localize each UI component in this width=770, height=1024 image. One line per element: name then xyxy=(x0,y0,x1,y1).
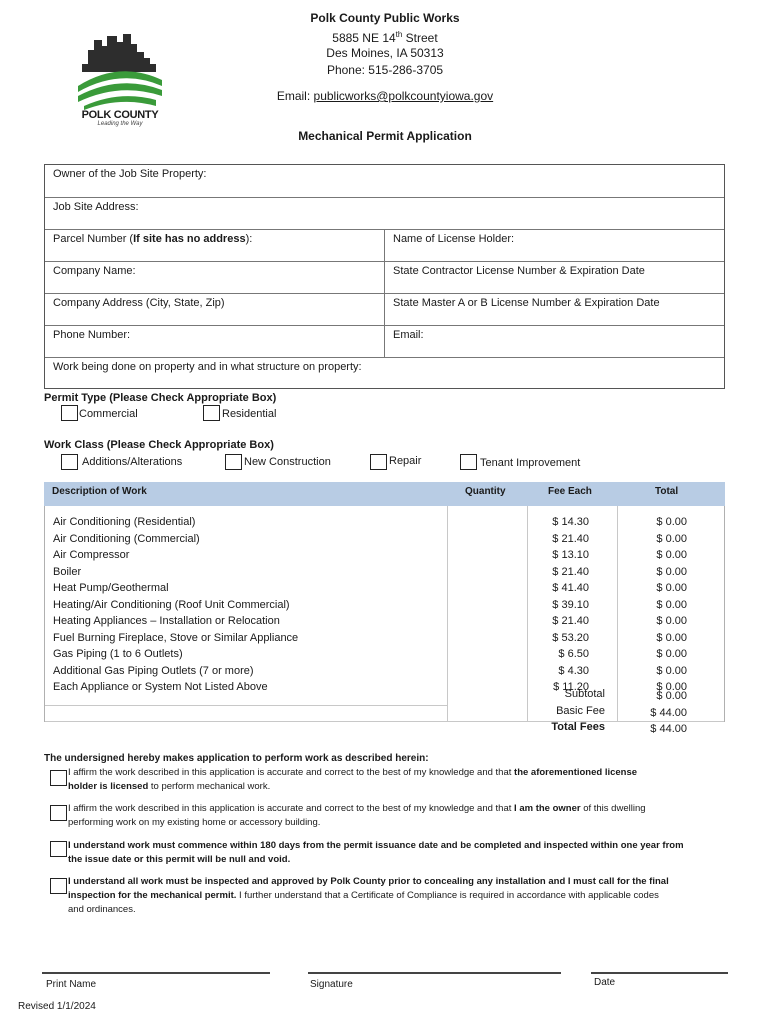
state-contractor-field[interactable]: State Contractor License Number & Expiration Date xyxy=(384,262,726,293)
subtotal-value: $ 0.00 xyxy=(656,690,687,702)
fee-item-total: $ 0.00 xyxy=(656,648,687,660)
signature-line[interactable] xyxy=(308,972,561,974)
fee-item-description: Fuel Burning Fireplace, Stove or Similar Appliance xyxy=(53,631,299,644)
email-link[interactable]: publicworks@polkcountyiowa.gov xyxy=(313,89,494,103)
repair-label: Repair xyxy=(389,455,422,467)
total-fees-value: $ 44.00 xyxy=(650,723,687,735)
email-line: Email: publicworks@polkcountyiowa.gov xyxy=(276,89,494,103)
fee-item-fee-each: $ 14.30 xyxy=(552,516,589,528)
state-master-field[interactable]: State Master A or B License Number & Expiration Date xyxy=(384,294,726,325)
fee-item-total: $ 0.00 xyxy=(656,532,687,545)
fee-item-total: $ 0.00 xyxy=(656,565,687,578)
tenant-improvement-checkbox[interactable] xyxy=(460,454,477,470)
address-label: Job Site Address: xyxy=(53,201,139,213)
fee-item-fee-each: $ 13.10 xyxy=(552,549,589,561)
print-name-line[interactable] xyxy=(42,972,270,974)
agency-name: Polk County Public Works xyxy=(310,11,460,25)
fee-item-description: Boiler xyxy=(53,565,82,578)
basic-fee-label: Basic Fee xyxy=(556,705,605,717)
commercial-checkbox[interactable] xyxy=(61,405,78,421)
applicant-info-form xyxy=(44,164,725,389)
street-address: 5885 NE 14th Street xyxy=(332,30,438,45)
fee-item-fee-each: $ 21.40 xyxy=(552,615,589,627)
fee-item-total: $ 0.00 xyxy=(656,598,687,611)
signature-label: Signature xyxy=(310,979,353,990)
logo-name: POLK COUNTY xyxy=(81,109,159,121)
license-holder-field[interactable]: Name of License Holder: xyxy=(384,230,726,261)
declaration-license-checkbox[interactable] xyxy=(50,770,67,786)
declaration-inspection-text: I understand all work must be inspected and approved by Polk County prior to concealing any installation and I must call for the final inspection for the mechanical permit. I further understand that a Certificate of Compliance is required in accordance with applicable codes and ordinances. xyxy=(68,876,669,915)
basic-fee-value: $ 44.00 xyxy=(650,707,687,719)
phone-row xyxy=(45,326,724,358)
fee-item-total: $ 0.00 xyxy=(656,681,687,693)
fee-item-fee-each: $ 21.40 xyxy=(552,565,589,578)
phone-line: Phone: 515-286-3705 xyxy=(326,63,444,77)
tenant-improvement-label: Tenant Improvement xyxy=(480,457,581,469)
new-construction-checkbox[interactable] xyxy=(225,454,242,470)
fee-table-header xyxy=(44,482,725,506)
work-row[interactable] xyxy=(45,358,724,389)
address-row[interactable] xyxy=(45,198,724,230)
declaration-inspection-checkbox[interactable] xyxy=(50,878,67,894)
date-label: Date xyxy=(594,977,616,988)
company-address-field[interactable]: Company Address (City, State, Zip) xyxy=(53,297,225,309)
fee-item-fee-each: $ 4.30 xyxy=(558,664,589,677)
page-title: Mechanical Permit Application xyxy=(298,129,472,143)
fee-item-description: Heat Pump/Geothermal xyxy=(53,582,169,594)
declaration-timeline-checkbox[interactable] xyxy=(50,841,67,857)
fee-item-fee-each: $ 6.50 xyxy=(558,648,589,660)
quantity-input[interactable] xyxy=(448,514,526,704)
fee-item-fee-each: $ 53.20 xyxy=(552,631,589,644)
parcel-field[interactable]: Parcel Number (If site has no address): xyxy=(53,233,253,245)
declaration-timeline-text: I understand work must commence within 180 days from the permit issuance date and be completed and inspected within one year from the issue date or this permit will be null and void. xyxy=(68,840,684,865)
header-fee-each: Fee Each xyxy=(548,486,592,497)
header-description: Description of Work xyxy=(52,486,147,497)
company-address-row xyxy=(45,294,724,326)
declaration-license-text: I affirm the work described in this application is accurate and correct to the best of my knowledge and that the aforementioned license holder is licensed to perform mechanical work. xyxy=(68,767,638,792)
permit-type-title: Permit Type (Please Check Appropriate Box) xyxy=(44,392,277,404)
declaration-owner-text: I affirm the work described in this application is accurate and correct to the best of my knowledge and that I am the owner of this dwelling performing work on my existing home or accessory building. xyxy=(68,803,646,828)
residential-label: Residential xyxy=(222,408,277,420)
company-name-field[interactable]: Company Name: xyxy=(53,265,136,277)
fee-item-description: Air Conditioning (Residential) xyxy=(53,516,196,528)
fee-item-description: Air Compressor xyxy=(53,549,130,561)
fee-item-fee-each: $ 39.10 xyxy=(552,598,589,611)
repair-checkbox[interactable] xyxy=(370,454,387,470)
company-row xyxy=(45,262,724,294)
commercial-label: Commercial xyxy=(79,408,138,420)
total-fees-label: Total Fees xyxy=(551,721,605,733)
fee-item-description: Gas Piping (1 to 6 Outlets) xyxy=(53,648,183,660)
fee-item-description: Heating Appliances – Installation or Relocation xyxy=(53,615,280,627)
fee-item-total: $ 0.00 xyxy=(656,615,687,627)
fee-item-description: Each Appliance or System Not Listed Above xyxy=(53,681,268,693)
fee-item-total: $ 0.00 xyxy=(656,631,687,644)
phone-field[interactable]: Phone Number: xyxy=(53,329,131,341)
header-quantity: Quantity xyxy=(465,486,506,497)
logo-tagline: Leading the Way xyxy=(97,121,143,127)
fee-item-total: $ 0.00 xyxy=(656,549,687,561)
print-name-label: Print Name xyxy=(46,979,97,990)
fee-item-fee-each: $ 21.40 xyxy=(552,532,589,545)
revision-date: Revised 1/1/2024 xyxy=(18,1001,96,1012)
city-line: Des Moines, IA 50313 xyxy=(326,46,444,60)
owner-row[interactable] xyxy=(45,165,724,198)
fee-item-description: Air Conditioning (Commercial) xyxy=(53,532,200,545)
additions-label: Additions/Alterations xyxy=(82,456,183,468)
fee-item-total: $ 0.00 xyxy=(656,516,687,528)
declaration-title: The undersigned hereby makes application to perform work as described herein: xyxy=(44,753,429,764)
parcel-row xyxy=(45,230,724,262)
declaration-owner-checkbox[interactable] xyxy=(50,805,67,821)
residential-checkbox[interactable] xyxy=(203,405,220,421)
fee-item-total: $ 0.00 xyxy=(656,664,687,677)
owner-label: Owner of the Job Site Property: xyxy=(53,168,207,180)
fee-table-body xyxy=(44,506,725,735)
work-class-title: Work Class (Please Check Appropriate Box) xyxy=(44,439,274,451)
fee-item-total: $ 0.00 xyxy=(656,582,687,594)
subtotal-label: Subtotal xyxy=(564,688,605,700)
fee-item-description: Additional Gas Piping Outlets (7 or more) xyxy=(53,664,254,677)
work-description-label: Work being done on property and in what structure on property: xyxy=(53,361,362,373)
fee-item-fee-each: $ 11.20 xyxy=(553,681,589,693)
header-total: Total xyxy=(655,486,679,497)
email-field[interactable]: Email: xyxy=(384,326,726,357)
date-line[interactable] xyxy=(591,972,728,974)
new-construction-label: New Construction xyxy=(244,456,331,468)
additions-checkbox[interactable] xyxy=(61,454,78,470)
fee-item-description: Heating/Air Conditioning (Roof Unit Commercial) xyxy=(53,598,290,611)
fee-item-fee-each: $ 41.40 xyxy=(552,582,589,594)
